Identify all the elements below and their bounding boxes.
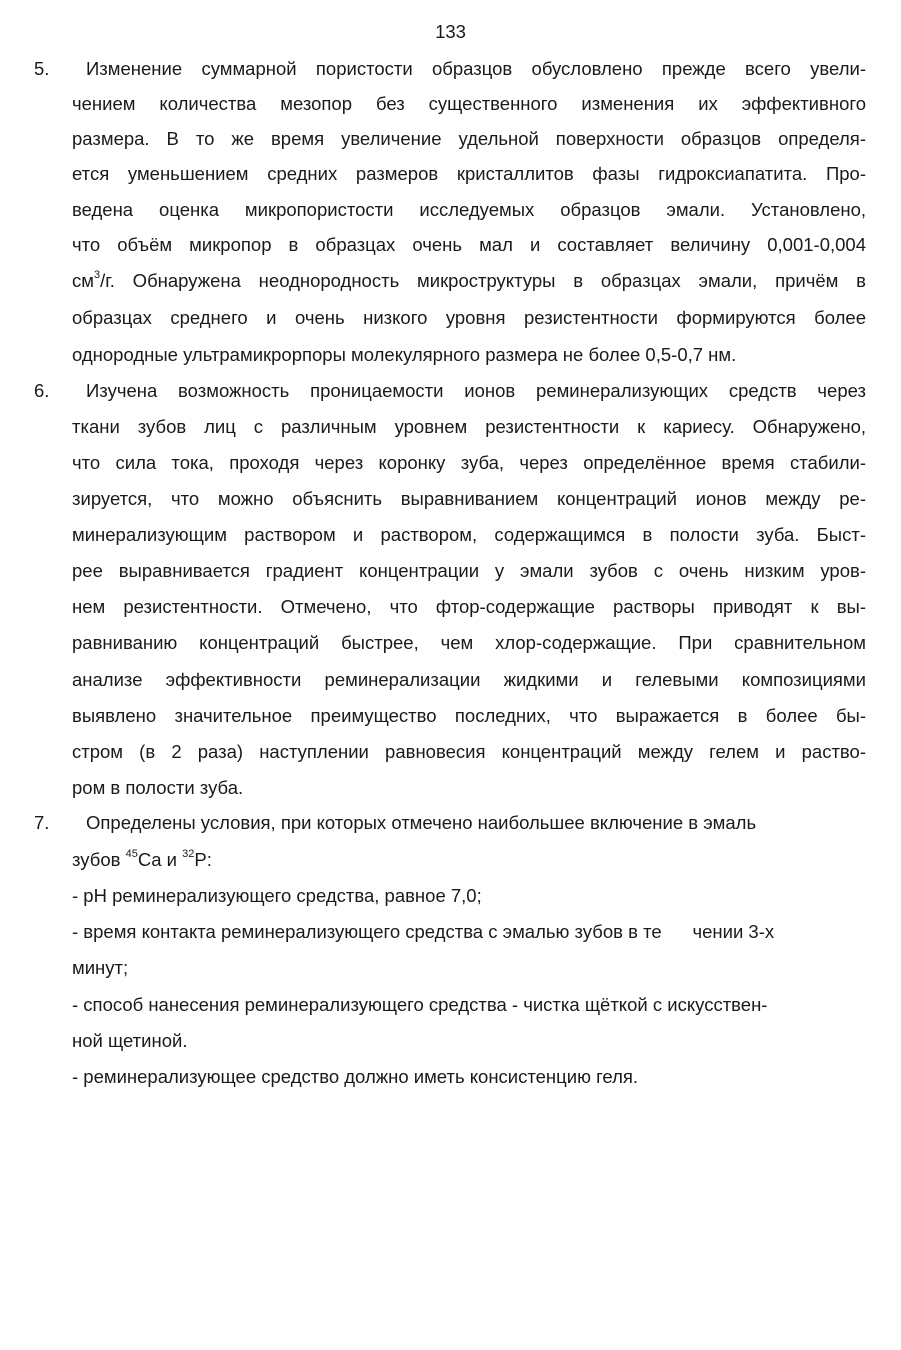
text-line: - время контакта реминерализующего средства с эмалью зубов в те чении 3-х [72,921,775,942]
text-line: ром в полости зуба. [72,777,244,798]
text-line: размера. В то же время увеличение удельной поверхности образцов определя- [72,128,866,149]
item-number: 6. [34,380,50,401]
text-line: что сила тока, проходя через коронку зуба, через определённое время стабили- [72,452,866,473]
text-line: ной щетиной. [72,1030,188,1051]
superscript: 3 [93,268,101,281]
text-line: анализе эффективности реминерализации жидкими и гелевыми композициями [72,669,866,690]
text-line: ведена оценка микропористости исследуемых образцов эмали. Установлено, [72,199,866,220]
text-line: - pH реминерализующего средства, равное 7,0; [72,885,482,906]
text-line: однородные ультрамикрорпоры молекулярного размера не более 0,5-0,7 нм. [72,344,737,365]
text-line: чением количества мезопор без существенного изменения их эффективного [72,93,866,114]
text-line: нем резистентности. Отмечено, что фтор-содержащие растворы приводят к вы- [72,596,866,617]
superscript: 32 [182,847,195,860]
text-line: ткани зубов лиц с различным уровнем резистентности к кариесу. Обнаружено, [72,416,866,437]
text-line-with-superscript [72,263,866,299]
text-line: что объём микропор в образцах очень мал и составляет величину 0,001-0,004 [72,234,866,255]
item-number: 5. [34,58,50,79]
page-number: 133 [435,21,466,42]
text-line: минерализующим раствором и раствором, содержащимся в полости зуба. Быст- [72,524,866,545]
text-fragment: см [72,270,94,291]
text-line: Изучена возможность проницаемости ионов реминерализующих средств через [86,380,866,401]
text-fragment: Ca и [137,849,183,870]
superscript: 45 [125,847,138,860]
text-fragment: зубов [72,849,126,870]
text-fragment: P: [194,849,212,870]
text-line: минут; [72,957,129,978]
text-line-with-superscript [72,842,866,878]
text-line: образцах среднего и очень низкого уровня резистентности формируются более [72,307,866,328]
text-line: равниванию концентраций быстрее, чем хлор-содержащие. При сравнительном [72,632,866,653]
text-fragment: /г. Обнаружена неоднородность микроструктуры в образцах эмали, причём в [100,270,866,291]
text-line: ется уменьшением средних размеров кристаллитов фазы гидроксиапатита. Про- [72,163,866,184]
text-line: зируется, что можно объяснить выравниванием концентраций ионов между ре- [72,488,866,509]
text-line: рее выравнивается градиент концентрации у эмали зубов с очень низким уров- [72,560,866,581]
text-line: Изменение суммарной пористости образцов обусловлено прежде всего увели- [86,58,866,79]
text-line: выявлено значительное преимущество последних, что выражается в более бы- [72,705,866,726]
text-line: стром (в 2 раза) наступлении равновесия концентраций между гелем и раство- [72,741,866,762]
text-line: Определены условия, при которых отмечено наибольшее включение в эмаль [86,812,757,833]
text-line: - реминерализующее средство должно иметь консистенцию геля. [72,1066,639,1087]
text-line: - способ нанесения реминерализующего средства - чистка щёткой с искусствен- [72,994,768,1015]
item-number: 7. [34,812,50,833]
